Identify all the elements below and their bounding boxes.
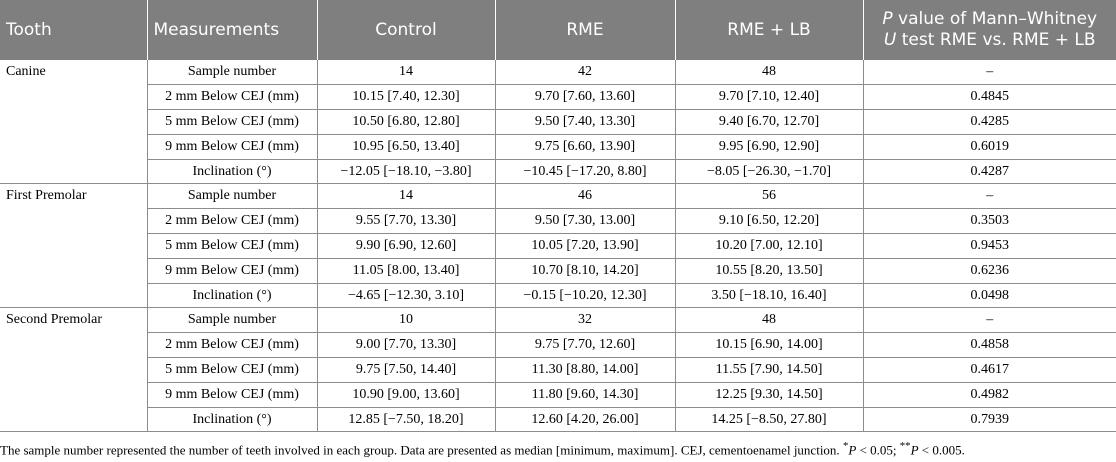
rme-lb-cell: 9.70 [7.10, 12.40] bbox=[675, 85, 863, 110]
rme-cell: 12.60 [4.20, 26.00] bbox=[495, 407, 675, 432]
rme-cell: 10.70 [8.10, 14.20] bbox=[495, 258, 675, 283]
control-cell: 12.85 [−7.50, 18.20] bbox=[317, 407, 495, 432]
rme-lb-cell: 9.40 [6.70, 12.70] bbox=[675, 110, 863, 135]
header-p-line1: value of Mann–Whitney bbox=[892, 9, 1098, 29]
rme-cell: 42 bbox=[495, 60, 675, 85]
p-value-cell: 0.4845 bbox=[863, 85, 1116, 110]
measurement-cell: 9 mm Below CEJ (mm) bbox=[147, 258, 317, 283]
rme-lb-cell: 10.20 [7.00, 12.10] bbox=[675, 234, 863, 259]
p-value-cell: 0.4287 bbox=[863, 159, 1116, 184]
rme-lb-cell: 56 bbox=[675, 184, 863, 209]
header-rme-lb: RME + LB bbox=[675, 0, 863, 60]
control-cell: 10.90 [9.00, 13.60] bbox=[317, 382, 495, 407]
measurement-cell: Inclination (°) bbox=[147, 283, 317, 308]
header-p-value bbox=[863, 0, 1116, 60]
p-value-cell: 0.4858 bbox=[863, 333, 1116, 358]
footnote-text: The sample number represented the number of teeth involved in each group. Data are presented as median [minimum, maximum]. CEJ, cementoenamel junction. bbox=[0, 442, 843, 458]
rme-lb-cell: 9.95 [6.90, 12.90] bbox=[675, 134, 863, 159]
tooth-cell: First Premolar bbox=[0, 184, 147, 308]
measurement-cell: Inclination (°) bbox=[147, 159, 317, 184]
header-u-symbol: U bbox=[883, 30, 897, 50]
rme-cell: 9.75 [7.70, 12.60] bbox=[495, 333, 675, 358]
tooth-cell: Canine bbox=[0, 60, 147, 184]
measurement-cell: 9 mm Below CEJ (mm) bbox=[147, 382, 317, 407]
header-row bbox=[0, 0, 1116, 60]
header-rme: RME bbox=[495, 0, 675, 60]
footnote-sig2-mark: ** bbox=[899, 440, 911, 452]
p-value-cell: 0.4982 bbox=[863, 382, 1116, 407]
rme-lb-cell: 48 bbox=[675, 308, 863, 333]
rme-lb-cell: 10.55 [8.20, 13.50] bbox=[675, 258, 863, 283]
footnote-sig2-p: P bbox=[910, 442, 919, 458]
footnote-sig1-p: P bbox=[848, 442, 857, 458]
measurement-cell: Sample number bbox=[147, 184, 317, 209]
header-control: Control bbox=[317, 0, 495, 60]
rme-cell: 9.50 [7.30, 13.00] bbox=[495, 209, 675, 234]
p-value-cell: – bbox=[863, 184, 1116, 209]
rme-lb-cell: 3.50 [−18.10, 16.40] bbox=[675, 283, 863, 308]
header-p-line2: test RME vs. RME + LB bbox=[896, 30, 1096, 50]
table-row bbox=[0, 60, 1116, 85]
rme-lb-cell: 11.55 [7.90, 14.50] bbox=[675, 358, 863, 383]
table-row bbox=[0, 85, 1116, 110]
tooth-cell: Second Premolar bbox=[0, 308, 147, 432]
rme-cell: 9.50 [7.40, 13.30] bbox=[495, 110, 675, 135]
measurement-cell: 2 mm Below CEJ (mm) bbox=[147, 209, 317, 234]
p-value-cell: 0.6019 bbox=[863, 134, 1116, 159]
table-row bbox=[0, 184, 1116, 209]
header-p-symbol: P bbox=[882, 9, 893, 29]
control-cell: 10.95 [6.50, 13.40] bbox=[317, 134, 495, 159]
table-row bbox=[0, 134, 1116, 159]
measurement-cell: Sample number bbox=[147, 60, 317, 85]
control-cell: −12.05 [−18.10, −3.80] bbox=[317, 159, 495, 184]
p-value-cell: 0.7939 bbox=[863, 407, 1116, 432]
footnote-sig1-rest: < 0.05; bbox=[856, 442, 900, 458]
p-value-cell: 0.4285 bbox=[863, 110, 1116, 135]
rme-lb-cell: 14.25 [−8.50, 27.80] bbox=[675, 407, 863, 432]
table-row bbox=[0, 159, 1116, 184]
p-value-cell: 0.4617 bbox=[863, 358, 1116, 383]
rme-lb-cell: −8.05 [−26.30, −1.70] bbox=[675, 159, 863, 184]
rme-cell: 11.80 [9.60, 14.30] bbox=[495, 382, 675, 407]
control-cell: 9.90 [6.90, 12.60] bbox=[317, 234, 495, 259]
p-value-cell: 0.3503 bbox=[863, 209, 1116, 234]
p-value-cell: – bbox=[863, 308, 1116, 333]
control-cell: 9.55 [7.70, 13.30] bbox=[317, 209, 495, 234]
rme-cell: 9.70 [7.60, 13.60] bbox=[495, 85, 675, 110]
measurement-cell: 2 mm Below CEJ (mm) bbox=[147, 333, 317, 358]
table-row bbox=[0, 358, 1116, 383]
header-tooth: Tooth bbox=[0, 0, 147, 60]
rme-cell: 46 bbox=[495, 184, 675, 209]
control-cell: −4.65 [−12.30, 3.10] bbox=[317, 283, 495, 308]
rme-cell: 9.75 [6.60, 13.90] bbox=[495, 134, 675, 159]
control-cell: 14 bbox=[317, 184, 495, 209]
measurement-cell: 2 mm Below CEJ (mm) bbox=[147, 85, 317, 110]
measurement-cell: 5 mm Below CEJ (mm) bbox=[147, 110, 317, 135]
rme-lb-cell: 48 bbox=[675, 60, 863, 85]
control-cell: 10 bbox=[317, 308, 495, 333]
rme-lb-cell: 12.25 [9.30, 14.50] bbox=[675, 382, 863, 407]
measurement-cell: 9 mm Below CEJ (mm) bbox=[147, 134, 317, 159]
measurement-cell: Sample number bbox=[147, 308, 317, 333]
footnote bbox=[0, 440, 1116, 458]
control-cell: 10.50 [6.80, 12.80] bbox=[317, 110, 495, 135]
measurement-cell: 5 mm Below CEJ (mm) bbox=[147, 358, 317, 383]
table-row bbox=[0, 283, 1116, 308]
rme-lb-cell: 9.10 [6.50, 12.20] bbox=[675, 209, 863, 234]
table-row bbox=[0, 308, 1116, 333]
rme-cell: 11.30 [8.80, 14.00] bbox=[495, 358, 675, 383]
table-row bbox=[0, 407, 1116, 432]
table-row bbox=[0, 333, 1116, 358]
measurement-cell: 5 mm Below CEJ (mm) bbox=[147, 234, 317, 259]
control-cell: 11.05 [8.00, 13.40] bbox=[317, 258, 495, 283]
footnote-sig2-rest: < 0.005. bbox=[918, 442, 965, 458]
table-row bbox=[0, 258, 1116, 283]
header-measurements: Measurements bbox=[147, 0, 317, 60]
rme-cell: 32 bbox=[495, 308, 675, 333]
rme-cell: 10.05 [7.20, 13.90] bbox=[495, 234, 675, 259]
measurement-cell: Inclination (°) bbox=[147, 407, 317, 432]
table-row bbox=[0, 110, 1116, 135]
table-row bbox=[0, 382, 1116, 407]
rme-cell: −10.45 [−17.20, 8.80] bbox=[495, 159, 675, 184]
p-value-cell: 0.9453 bbox=[863, 234, 1116, 259]
table-row bbox=[0, 209, 1116, 234]
p-value-cell: 0.0498 bbox=[863, 283, 1116, 308]
rme-cell: −0.15 [−10.20, 12.30] bbox=[495, 283, 675, 308]
control-cell: 14 bbox=[317, 60, 495, 85]
control-cell: 10.15 [7.40, 12.30] bbox=[317, 85, 495, 110]
footnote-sig1-mark: * bbox=[842, 440, 849, 452]
table-row bbox=[0, 234, 1116, 259]
control-cell: 9.00 [7.70, 13.30] bbox=[317, 333, 495, 358]
rme-lb-cell: 10.15 [6.90, 14.00] bbox=[675, 333, 863, 358]
p-value-cell: – bbox=[863, 60, 1116, 85]
p-value-cell: 0.6236 bbox=[863, 258, 1116, 283]
control-cell: 9.75 [7.50, 14.40] bbox=[317, 358, 495, 383]
